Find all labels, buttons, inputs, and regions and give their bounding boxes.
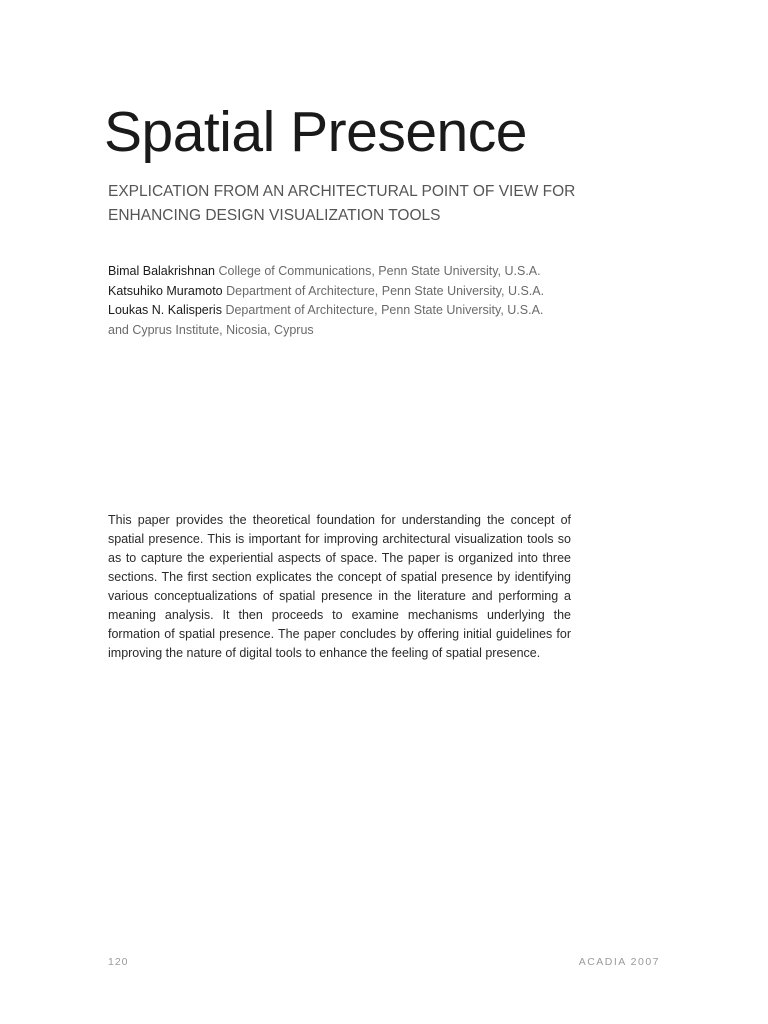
- author-name: Loukas N. Kalisperis: [108, 303, 222, 317]
- abstract: This paper provides the theoretical foundation for understanding the concept of spatial presence. This is important for improving architectural visualization tools so as to capture the experiential aspects of space. The paper is organized into three sections. The first section explicates the concept of spatial presence by identifying various conceptualizations of spatial presence in the literature and performing a meaning analysis. It then proceeds to examine mechanisms underlying the formation of spatial presence. The paper concludes by offering initial guidelines for improving the nature of digital tools to enhance the feeling of spatial presence.: [108, 513, 571, 660]
- author-entry: [108, 262, 668, 282]
- author-name: Bimal Balakrishnan: [108, 264, 215, 278]
- author-entry: [108, 282, 668, 302]
- additional-affiliation: and Cyprus Institute, Nicosia, Cyprus: [108, 322, 314, 337]
- author-affiliation: College of Communications, Penn State University, U.S.A.: [218, 264, 541, 278]
- author-affiliation: Department of Architecture, Penn State University, U.S.A.: [225, 303, 544, 317]
- author-entry: [108, 301, 668, 321]
- author-affiliation: Department of Architecture, Penn State University, U.S.A.: [226, 283, 545, 298]
- page-title: Spatial Presence: [104, 100, 527, 164]
- subtitle: EXPLICATION FROM AN ARCHITECTURAL POINT OF VIEW FOR ENHANCING DESIGN VISUALIZATION TOOLS: [108, 183, 576, 224]
- author-name: Katsuhiko Muramoto: [108, 283, 223, 298]
- page-number: 120: [108, 956, 129, 968]
- footer-venue: ACADIA 2007: [578, 956, 660, 968]
- author-list: [108, 262, 668, 340]
